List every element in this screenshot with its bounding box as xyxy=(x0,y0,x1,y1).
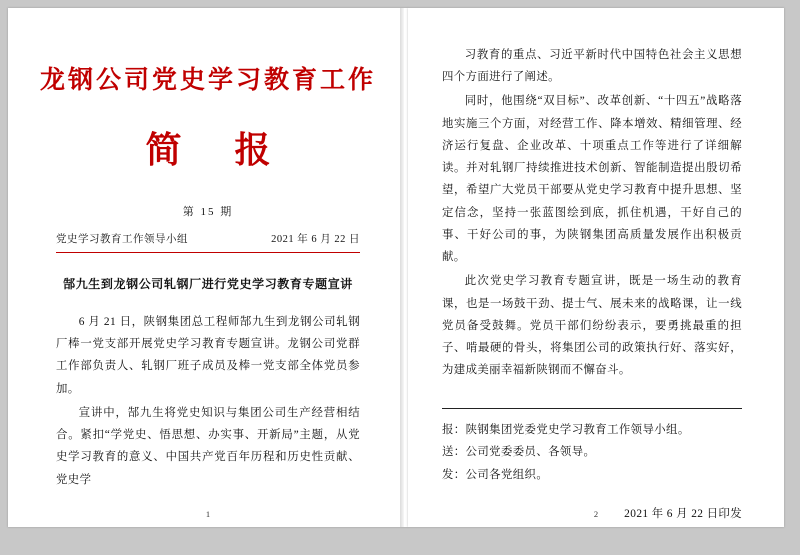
left-paragraph-1: 6 月 21 日，陕钢集团总工程师郜九生到龙钢公司轧钢厂棒一党支部开展党史学习教育专题宣讲。龙钢公司党群工作部负责人、轧钢厂班子成员及棒一党支部全体党员参加。 xyxy=(56,316,360,395)
issuing-organization: 党史学习教育工作领导小组 xyxy=(56,234,188,245)
right-paragraph-1: 习教育的重点、习近平新时代中国特色社会主义思想四个方面进行了阐述。 xyxy=(442,49,742,84)
issue-date: 2021 年 6 月 22 日 xyxy=(271,234,360,245)
document-page-left xyxy=(8,8,408,527)
masthead-meta-row xyxy=(56,231,360,246)
left-paragraph-2: 宣讲中，郜九生将党史知识与集团公司生产经营相结合。紧扣“学党史、悟思想、办实事、开新局”主题，从党史学习教育的意义、中国共产党百年历程和历史性贡献、党史学 xyxy=(56,406,360,486)
left-page-body xyxy=(56,311,360,491)
page-number-right: 2 xyxy=(593,509,599,519)
masthead-red-divider xyxy=(56,252,360,253)
masthead xyxy=(8,66,408,173)
masthead-title-line-2: 简 报 xyxy=(145,130,293,170)
distribution-line-3: 发：公司各党组织。 xyxy=(442,469,549,482)
right-paragraph-3: 此次党史学习教育专题宣讲，既是一场生动的教育课，也是一场鼓干劲、提士气、展未来的战略课，让一线党员备受鼓舞。党员干部们纷纷表示，要勇挑最重的担子、啃最硬的骨头，将集团公司的政策执行好、落实好，为建成美丽幸福新陕钢而不懈奋斗。 xyxy=(442,275,742,377)
print-date: 2021 年 6 月 22 日印发 xyxy=(624,507,742,520)
distribution-divider xyxy=(442,408,742,409)
distribution-list xyxy=(442,419,742,487)
issue-number: 第 15 期 xyxy=(182,206,234,218)
page-gutter-shadow xyxy=(400,8,404,527)
right-paragraph-2: 同时，他围绕“双目标”、改革创新、“十四五”战略落地实施三个方面，对经营工作、降本增效、精细管理、经济运行复盘、企业改革、十项重点工作等进行了详细解读。并对轧钢厂持续推进技术创新、智能制造提出殷切希望，希望广大党员干部要从党史学习教育中提升思想、坚定信念，坚持一张蓝图绘到底，抓住机遇，干好自己的事、干好公司的事，为陕钢集团高质量发展作出积极贡献。 xyxy=(442,95,742,264)
distribution-line-2: 送：公司党委委员、各领导。 xyxy=(442,446,596,459)
distribution-line-1: 报：陕钢集团党委党史学习教育工作领导小组。 xyxy=(442,423,690,436)
right-page-body xyxy=(442,44,742,382)
page-number-left: 1 xyxy=(205,509,211,519)
article-title: 郜九生到龙钢公司轧钢厂进行党史学习教育专题宣讲 xyxy=(63,277,353,291)
document-page-right xyxy=(408,8,784,527)
masthead-title-line-1: 龙钢公司党史学习教育工作 xyxy=(39,67,376,94)
